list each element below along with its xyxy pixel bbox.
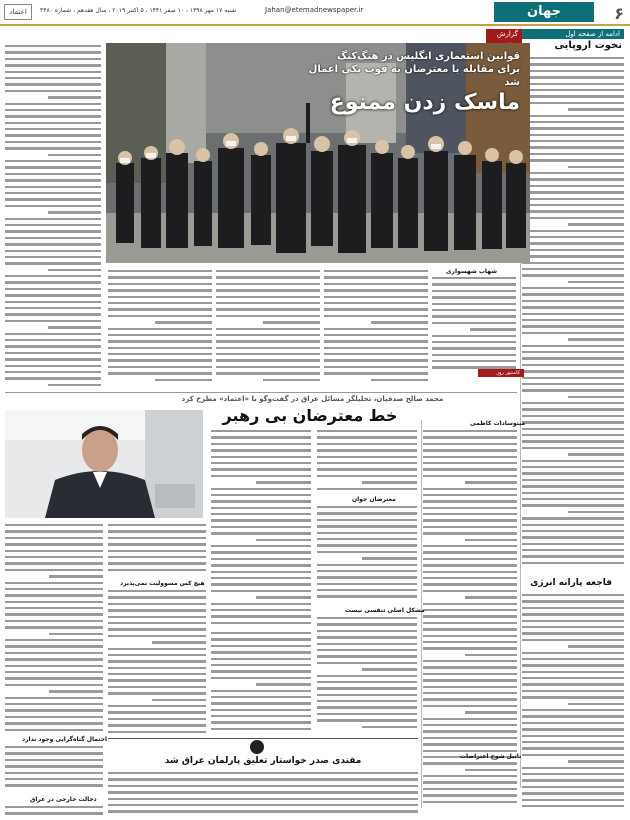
interview-title: خط معترضان بی رهبر: [222, 406, 398, 425]
text-line: [216, 377, 320, 383]
subhead-no-probability: احتمال گناه‌گرایی وجود ندارد: [22, 736, 108, 743]
text-line: [5, 810, 103, 816]
byline: شهاب شهسواری: [446, 268, 497, 275]
page-number: ۶: [614, 4, 624, 23]
interview-col-3: [211, 428, 311, 628]
photo-headline-line-1: قوانین استعماری انگلیس در هنگ‌کنگ: [337, 51, 520, 62]
interview-col-4b: [108, 588, 206, 736]
interview-col-2c: [317, 615, 417, 735]
interview-kicker: محمد صالح صدقیان، تحلیلگر مسائل عراق در گفت‌وگو با «اعتماد» مطرح کرد: [181, 395, 444, 403]
text-line: [211, 620, 311, 626]
article-col-4: [108, 268, 212, 386]
text-line: [5, 782, 103, 788]
photo-headline: [290, 50, 520, 117]
photo-headline-line-2: برای مقابله با معترضان به قوت یکی اعمال شد: [308, 64, 520, 88]
text-line: [522, 560, 624, 566]
article-col-1: [432, 275, 516, 371]
column-title: نخوت اروپایی: [554, 40, 622, 51]
subhead-main-problem: مشکل اصلی تنفسی نیست: [345, 607, 425, 614]
continued-tag: ادامه از صفحه اول: [516, 29, 624, 39]
text-line: [522, 803, 624, 809]
energy-subsidy-title: فاجعه پارانه انرژی: [530, 578, 612, 588]
boxed-text: [108, 770, 418, 814]
article-col-3: [216, 268, 320, 386]
subhead-protest-tail: تاثیل شوخ اعتراضات: [460, 753, 522, 760]
interview-col-4a: [108, 522, 206, 577]
news-bullet-icon: [250, 740, 264, 754]
energy-subsidy-text: [522, 592, 624, 814]
interview-col-2a: [317, 428, 417, 493]
interview-col-5b: [5, 744, 103, 792]
right-column-text: [522, 55, 624, 575]
text-line: [5, 382, 101, 388]
boxed-title: مقتدی صدر خواستار تعلیق پارلمان عراق شد: [164, 756, 362, 766]
report-tag: گزارش: [486, 29, 522, 49]
box-tag: کامنتور روز: [478, 369, 524, 377]
text-line: [324, 377, 428, 383]
box-rule: [108, 738, 418, 739]
col-rule: [421, 420, 422, 808]
photo-headline-main: ماسک زدن ممنوع: [329, 90, 520, 115]
text-line: [317, 724, 417, 730]
hongkong-side-column: [5, 43, 101, 393]
subhead-no-responsibility: هیچ کس مسوولیت نمی‌پذیرد: [120, 580, 205, 587]
subhead-young-protesters: معترضان جوان: [352, 496, 396, 503]
story-divider: [5, 392, 517, 393]
text-line: [108, 567, 206, 573]
text-line: [317, 593, 417, 599]
email-link[interactable]: Jahan@etemadnewspaper.ir: [265, 6, 364, 14]
text-line: [211, 726, 311, 732]
interview-byline: مینوسادات کاظمی: [470, 420, 526, 427]
newspaper-logo: اعتماد: [4, 4, 32, 20]
subhead-foreign-interference: دخالت خارجی در عراق: [30, 796, 97, 803]
interview-col-1: [423, 428, 517, 808]
text-line: [108, 808, 418, 814]
section-title: جهان: [494, 2, 594, 22]
interview-col-2b: [317, 504, 417, 604]
article-col-2: [324, 268, 428, 386]
text-line: [108, 377, 212, 383]
text-line: [5, 727, 103, 733]
dateline: شنبه ۱۷ مهر ۱۳۹۸ ، ۱۰ صفر ۱۴۴۱ ، ۵ اکتبر ۲۰۱۹ ، سال هفدهم ، شماره ۴۴۸۰: [40, 7, 237, 14]
text-line: [108, 729, 206, 735]
text-line: [317, 486, 417, 492]
interviewee-photo: [5, 410, 203, 518]
interview-col-3b: [211, 630, 311, 735]
text-line: [423, 799, 517, 805]
interview-col-5c: [5, 804, 103, 818]
interview-col-5a: [5, 522, 103, 732]
